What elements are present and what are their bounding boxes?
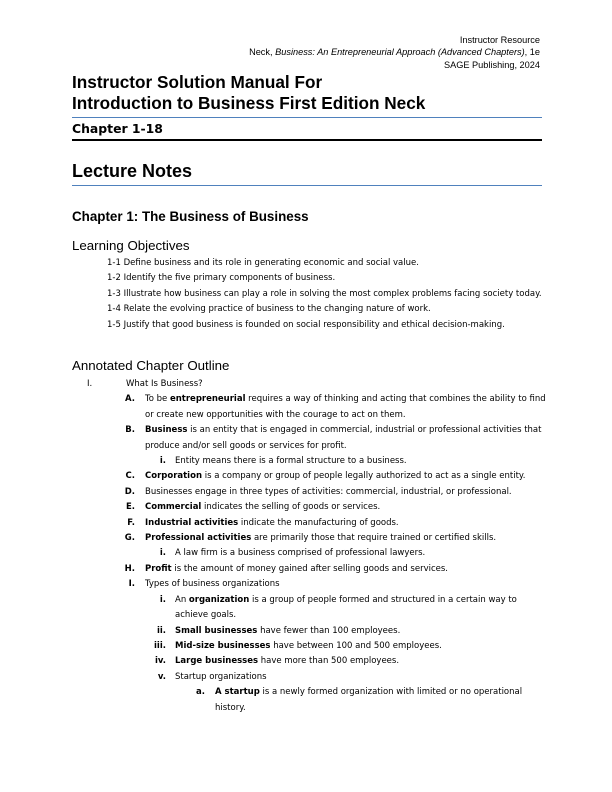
outline-marker: H. [124,563,135,574]
outline-item [72,670,548,685]
outline-marker: C. [125,471,135,482]
key-term: Commercial [145,502,202,513]
objective-text: Identify the five primary components of business. [123,273,336,284]
key-term: Corporation [145,471,202,482]
learning-objectives-list [107,256,547,333]
objective-number: 1-3 [107,288,121,299]
outline-marker: I. [128,579,135,590]
outline-marker: ii. [156,625,166,636]
list-item [107,287,547,302]
outline-item [72,577,548,592]
chapter-range-heading: Chapter 1-18 [72,121,163,136]
annotated-outline-heading: Annotated Chapter Outline [72,358,230,373]
outline-item [72,500,548,515]
list-item [107,318,547,333]
list-item [107,271,547,286]
header-book-title: Business: An Entrepreneurial Approach (Advanced Chapters) [275,47,525,58]
outline-item [72,469,548,484]
chapter-1-heading: Chapter 1: The Business of Business [72,209,309,224]
outline-item [72,639,548,654]
outline-text: An organization is a group of people formed and structured in a certain way to achieve goals. [175,594,517,621]
key-term: Mid-size businesses [175,640,271,651]
outline-item [72,392,548,423]
outline-text: Mid-size businesses have between 100 and 500 employees. [175,640,442,651]
key-term: A startup [215,687,260,698]
outline-marker: iv. [155,656,166,667]
document-title [72,72,542,114]
running-header [249,34,540,71]
objective-number: 1-4 [107,304,121,315]
outline-text: Businesses engage in three types of activities: commercial, industrial, or professional. [145,486,512,497]
objective-number: 1-2 [107,273,121,284]
outline-item [72,685,548,716]
outline-marker: A. [125,394,135,405]
objective-number: 1-1 [107,258,121,268]
objective-text: Relate the evolving practice of business to the changing nature of work. [123,304,431,315]
key-term: Large businesses [175,656,259,667]
outline-marker: E. [125,502,135,513]
outline-text: Types of business organizations [145,579,280,590]
outline-text: To be entrepreneurial requires a way of thinking and acting that combines the ability to find or create new opportunities with the courage to act on them. [145,394,546,420]
objective-number: 1-5 [107,319,121,330]
key-term: entrepreneurial [169,394,246,405]
objective-text: Define business and its role in generating economic and social value. [123,258,419,268]
outline-text: Large businesses have more than 500 employees. [175,656,400,667]
outline-item [72,562,548,577]
outline-marker: i. [159,456,166,467]
outline-item [72,516,548,531]
outline-text: Professional activities are primarily those that require trained or certified skills. [145,533,497,544]
outline-text: A law firm is a business comprised of professional lawyers. [175,548,426,559]
header-edition: , 1e [524,47,540,58]
annotated-outline [72,377,548,716]
outline-text: What Is Business? [126,379,203,389]
header-book-citation [249,46,540,58]
learning-objectives-heading: Learning Objectives [72,238,190,253]
document-title-line2: Introduction to Business First Edition Neck [72,92,426,113]
outline-item [72,531,548,546]
outline-item [72,377,548,392]
outline-item [72,454,548,469]
list-item [107,302,547,317]
document-title-line1: Instructor Solution Manual For [72,72,323,92]
key-term: Business [145,425,188,436]
outline-marker: iii. [154,640,166,651]
title-divider [72,117,542,118]
objective-text: Illustrate how business can play a role in solving the most complex problems facing society today. [123,288,542,299]
outline-item [72,485,548,500]
header-publisher: SAGE Publishing, 2024 [443,59,540,70]
outline-marker: D. [124,486,135,497]
key-term: Professional activities [145,533,252,544]
outline-text: A startup is a newly formed organization with limited or no operational history. [215,687,523,713]
chapter-range-divider [72,139,542,141]
outline-marker: I. [87,379,93,389]
outline-text: Startup organizations [175,671,267,682]
outline-text: Entity means there is a formal structure to a business. [175,456,407,467]
outline-item [72,546,548,561]
outline-marker: F. [127,517,135,528]
objective-text: Justify that good business is founded on social responsibility and ethical decision-making. [123,319,505,330]
header-author: Neck, [249,47,276,58]
key-term: organization [188,594,250,605]
outline-marker: v. [157,671,166,682]
outline-marker: B. [125,425,135,436]
key-term: Small businesses [175,625,258,636]
list-item [107,256,547,271]
outline-marker: i. [159,594,166,605]
outline-marker: a. [196,687,205,698]
outline-text: Small businesses have fewer than 100 employees. [175,625,401,636]
key-term: Profit [145,563,172,574]
outline-text: Business is an entity that is engaged in commercial, industrial or professional activities that produce and/or sell goods or services for profit. [145,425,542,451]
outline-text: Corporation is a company or group of people legally authorized to act as a single entity. [145,471,526,482]
header-resource-label: Instructor Resource [459,35,540,45]
outline-item [72,593,548,624]
lecture-notes-divider [72,185,542,186]
outline-item [72,624,548,639]
outline-marker: i. [159,548,166,559]
outline-item [72,654,548,669]
outline-marker: G. [124,533,135,544]
lecture-notes-heading: Lecture Notes [72,161,193,181]
outline-text: Commercial indicates the selling of goods or services. [145,502,381,513]
outline-text: Industrial activities indicate the manufacturing of goods. [145,517,399,528]
outline-item [72,423,548,454]
outline-text: Profit is the amount of money gained after selling goods and services. [145,563,449,574]
key-term: Industrial activities [145,517,239,528]
